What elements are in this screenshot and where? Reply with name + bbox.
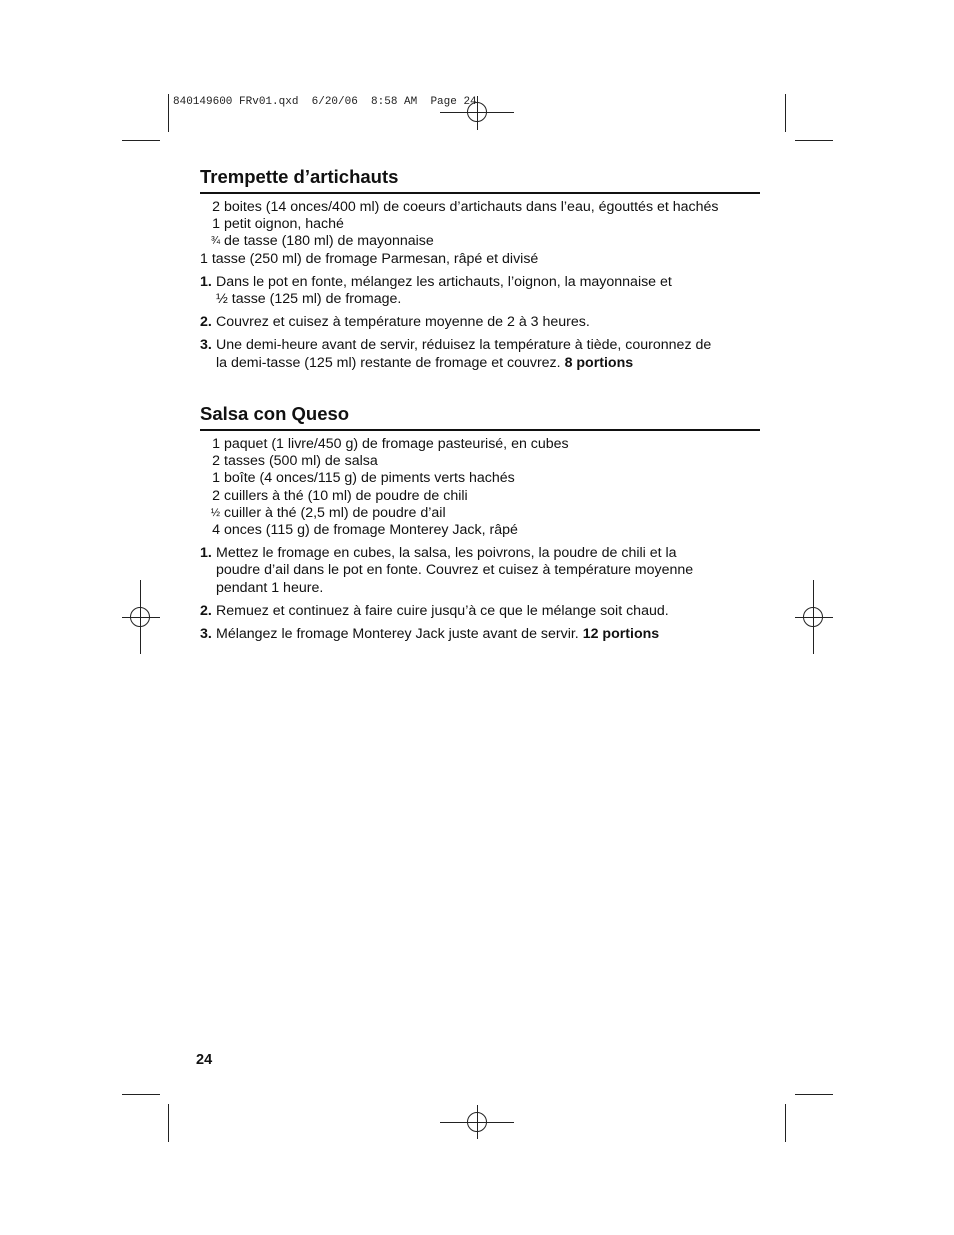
ingredient-item [200,436,760,453]
ingredient-text: 1 tasse (250 ml) de fromage Parmesan, râpé et divisé [200,250,539,267]
ingredient-item [200,233,760,250]
portions-label: 12 portions [582,626,660,643]
ingredient-qty: 1 [212,470,220,487]
recipe-artichoke-dip [200,166,760,378]
step-text: ½ tasse (125 ml) de fromage. [216,291,402,308]
ingredient-item [200,251,760,268]
ingredient-text: petit oignon, haché [224,216,344,233]
step-number: 1. [200,545,212,562]
step-text: Remuez et continuez à faire cuire jusqu’à ce que le mélange soit chaud. [216,602,669,619]
step-text: Dans le pot en fonte, mélangez les artichauts, l’oignon, la mayonnaise et [216,273,672,290]
ingredient-text: boîte (4 onces/115 g) de piments verts hachés [224,470,515,487]
step-text: Mélangez le fromage Monterey Jack juste avant de servir. [216,626,579,643]
step-text: Couvrez et cuisez à température moyenne de 2 à 3 heures. [216,314,590,331]
step-number: 2. [200,314,212,331]
ingredient-list [200,199,760,268]
ingredient-qty: 2 [212,199,220,215]
recipe-title: Salsa con Queso [200,403,760,431]
ingredient-item [200,488,760,505]
ingredient-qty: 2 [212,487,220,504]
step-item [200,603,760,620]
step-item [200,337,760,371]
ingredient-text: boites (14 onces/400 ml) de coeurs d’artichauts dans l’eau, égouttés et hachés [224,199,719,215]
step-item [200,545,760,597]
step-list [200,545,760,643]
ingredient-qty: 1 [212,216,220,233]
ingredient-text: de tasse (180 ml) de mayonnaise [224,233,434,250]
step-list [200,274,760,372]
step-text: Une demi-heure avant de servir, réduisez la température à tiède, couronnez de [216,337,712,354]
step-number: 2. [200,602,212,619]
ingredient-item [200,470,760,487]
step-number: 1. [200,273,212,290]
step-text: Mettez le fromage en cubes, la salsa, les poivrons, la poudre de chili et la [216,545,677,562]
ingredient-list [200,436,760,539]
step-number: 3. [200,337,212,354]
recipe-salsa-con-queso [200,403,760,649]
recipe-title: Trempette d’artichauts [200,166,760,194]
ingredient-item [200,216,760,233]
ingredient-qty: 2 [212,453,220,470]
ingredient-qty: ¾ [210,235,220,248]
ingredient-qty: 1 [212,436,220,452]
page-number: 24 [196,1052,213,1068]
step-item [200,274,760,308]
ingredient-item [200,522,760,539]
ingredient-text: cuiller à thé (2,5 ml) de poudre d’ail [224,504,446,521]
step-text: la demi-tasse (125 ml) restante de fromage et couvrez. [216,354,561,371]
file-slug: 840149600 FRv01.qxd 6/20/06 8:58 AM Page 24 [173,96,477,108]
ingredient-text: cuillers à thé (10 ml) de poudre de chili [224,487,468,504]
step-item [200,314,760,331]
ingredient-text: tasses (500 ml) de salsa [224,453,378,470]
step-item [200,626,760,643]
ingredient-qty: 4 [212,522,220,539]
ingredient-text: onces (115 g) de fromage Monterey Jack, râpé [224,522,518,539]
step-number: 3. [200,626,212,643]
ingredient-item [200,199,760,216]
ingredient-item [200,453,760,470]
ingredient-text: paquet (1 livre/450 g) de fromage pasteurisé, en cubes [224,436,569,452]
ingredient-qty: ½ [210,506,220,519]
ingredient-item [200,505,760,522]
portions-label: 8 portions [564,354,634,371]
step-text: pendant 1 heure. [216,579,324,596]
step-text: poudre d’ail dans le pot en fonte. Couvrez et cuisez à température moyenne [216,562,694,579]
